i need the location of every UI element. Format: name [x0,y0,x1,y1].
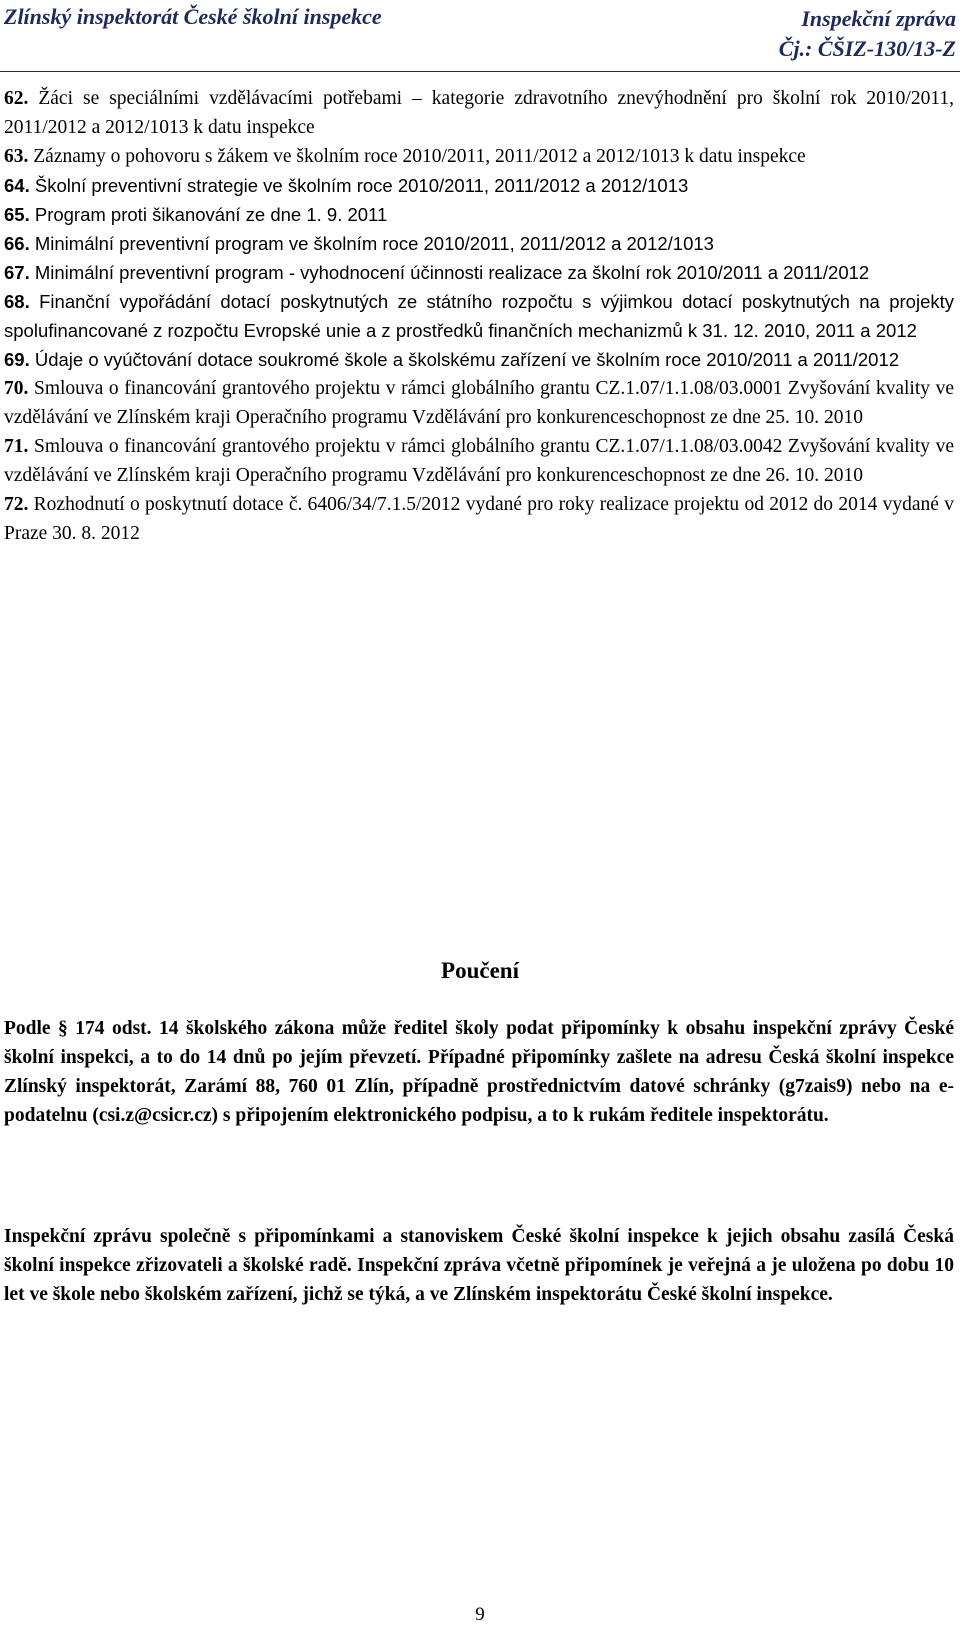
item-text: Rozhodnutí o poskytnutí dotace č. 6406/34/7.1.5/2012 vydané pro roky realizace projektu od 2012 do 2014 vydané v Praze 30. 8. 2012 [4,494,954,544]
item-text: Záznamy o pohovoru s žákem ve školním roce 2010/2011, 2011/2012 a 2012/1013 k datu inspekce [33,146,806,167]
list-item [4,84,954,142]
notice-heading: Poučení [441,958,519,983]
list-item [4,258,954,287]
notice-paragraph: Inspekční zprávu společně s připomínkami a stanoviskem České školní inspekce k jejich obsahu zasílá Česká školní inspekce zřizovateli a školské radě. Inspekční zpráva včetně připomínek je veřejná a je uložena po dobu 10 let ve škole nebo školském zařízení, jichž se týká, a ve Zlínském inspektorátu České školní inspekce. [4,1226,954,1305]
page-number: 9 [475,1604,485,1625]
item-number: 69. [4,349,30,370]
item-text: Minimální preventivní program ve školním roce 2010/2011, 2011/2012 a 2012/1013 [34,233,714,254]
item-number: 65. [4,204,30,225]
item-text: Žáci se speciálními vzdělávacími potřebami – kategorie zdravotního znevýhodnění pro školní rok 2010/2011, 2011/2012 a 2012/1013 k datu inspekce [4,88,954,138]
list-item [4,171,954,200]
item-number: 72. [4,494,29,515]
item-number: 70. [4,378,29,399]
list-item [4,142,954,171]
item-text: Smlouva o financování grantového projektu v rámci globálního grantu CZ.1.07/1.1.08/03.0042 Zvyšování kvality ve vzdělávání ve Zlínském kraji Operačního programu Vzdělávání pro konkurenceschopnost ze dne 26. 10. 2010 [4,436,954,486]
item-text: Údaje o vyúčtování dotace soukromé škole a školskému zařízení ve školním roce 2010/2011 a 2011/2012 [34,349,900,370]
list-item [4,229,954,258]
item-number: 64. [4,175,30,196]
list-item [4,200,954,229]
item-number: 67. [4,262,30,283]
item-number: 63. [4,146,29,167]
item-text: Program proti šikanování ze dne 1. 9. 2011 [34,204,388,225]
item-text: Minimální preventivní program - vyhodnocení účinnosti realizace za školní rok 2010/2011 a 2011/2012 [34,262,870,283]
item-number: 71. [4,436,29,457]
item-number: 66. [4,233,30,254]
inspectorate-title: Zlínský inspektorát České školní inspekce [4,4,382,29]
list-item [4,287,954,345]
item-text: Školní preventivní strategie ve školním roce 2010/2011, 2011/2012 a 2012/1013 [34,175,689,196]
list-item [4,374,954,432]
item-text: Smlouva o financování grantového projektu v rámci globálního grantu CZ.1.07/1.1.08/03.0001 Zvyšování kvality ve vzdělávání ve Zlínském kraji Operačního programu Vzdělávání pro konkurenceschopnost ze dne 25. 10. 2010 [4,378,954,428]
list-item [4,490,954,548]
header-divider [0,71,960,72]
list-item [4,432,954,490]
header-right [779,4,956,64]
notice-paragraph: Podle § 174 odst. 14 školského zákona může ředitel školy podat připomínky k obsahu inspekční zprávy České školní inspekci, a to do 14 dnů po jejím převzetí. Případné připomínky zašlete na adresu Česká školní inspekce Zlínský inspektorát, Zarámí 88, 760 01 Zlín, případně prostřednictvím datové schránky (g7zais9) nebo na e-podatelnu (csi.z@csicr.cz) s připojením elektronického podpisu, a to k rukám ředitele inspektorátu. [4,1018,954,1126]
report-title: Inspekční zpráva [801,6,956,31]
item-text: Finanční vypořádání dotací poskytnutých ze státního rozpočtu s výjimkou dotací poskytnutých na projekty spolufinancované z rozpočtu Evropské unie a z prostředků finančních mechanizmů k 31. 12. 2010, 2011 a 2012 [4,291,955,341]
page-header [0,0,960,74]
item-number: 68. [4,291,30,312]
document-list [4,84,954,548]
item-number: 62. [4,88,29,109]
list-item [4,345,954,374]
reference-number: Čj.: ČŠIZ-130/13-Z [778,36,956,61]
